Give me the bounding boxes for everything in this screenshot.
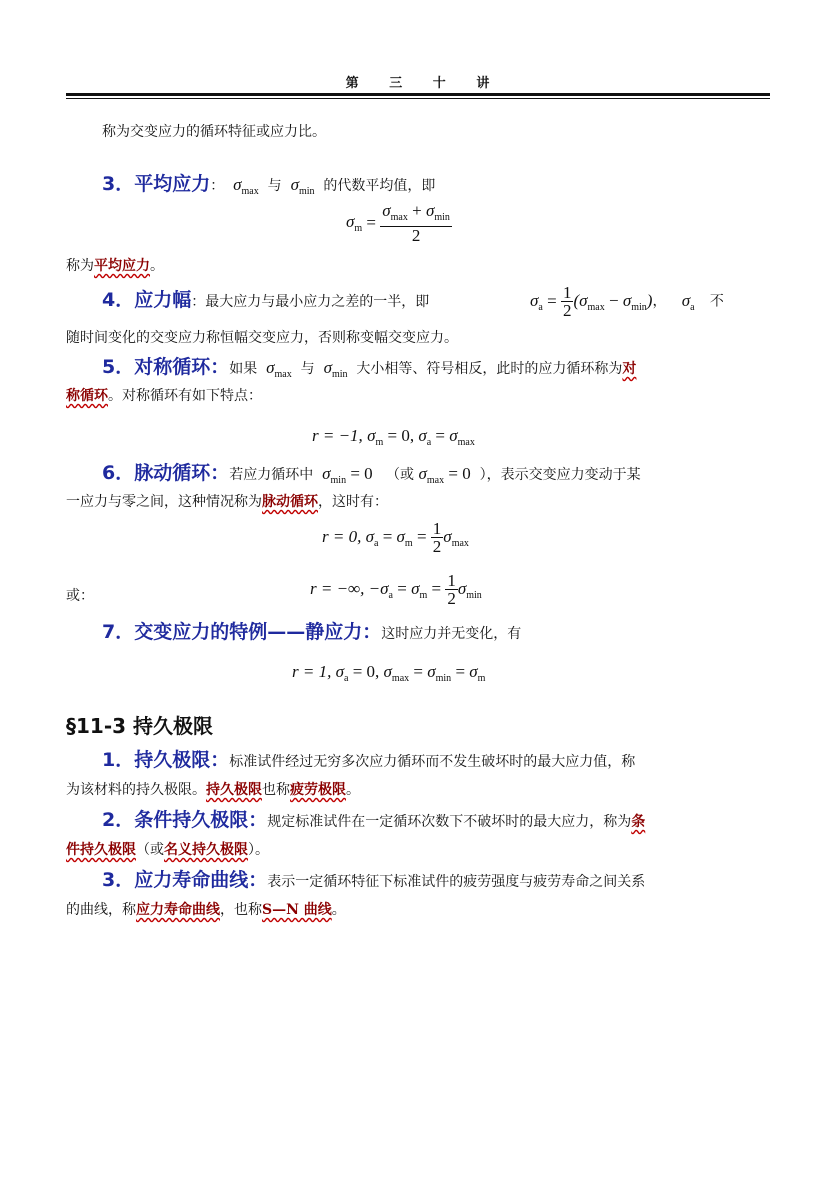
item-heading: 6．脉动循环： bbox=[102, 462, 230, 484]
intro-line: 称为交变应力的循环特征或应力比。 bbox=[102, 124, 326, 140]
item-static-stress: 7．交变应力的特例——静应力：这时应力并无变化，有 bbox=[102, 621, 522, 643]
header-char: 第 bbox=[345, 76, 359, 91]
item-endurance-limit: 1．持久极限：标准试件经过无穷多次应力循环而不发生破坏时的最大应力值，称 bbox=[102, 749, 636, 771]
text: 与 bbox=[267, 178, 282, 194]
or-label: 或： bbox=[66, 588, 94, 604]
item-symmetric-cycle: 5．对称循环：如果 $\sigma_{max}$ 与 $\sigma_{min}$ 大小相等、符号相反，此时的应力循环称为对 bbox=[102, 356, 637, 380]
mean-stress-definition: 称为平均应力。 bbox=[66, 258, 164, 274]
pulsating-continuation: 一应力与零之间，这种情况称为脉动循环，这时有： bbox=[66, 494, 388, 510]
term-sn-curve: S—N 曲线 bbox=[262, 902, 332, 918]
term-symmetric-cycle: 对 bbox=[622, 361, 637, 377]
formula-static: r = 1, $\sigma_a = 0$, $\sigma_{max} = \sigma_{min} = \sigma_m$ bbox=[292, 662, 486, 684]
symmetric-cycle-continuation: 称循环。对称循环有如下特点： bbox=[66, 388, 262, 404]
header-char: 讲 bbox=[476, 76, 490, 91]
fraction: $\frac{\sigma_{max} + \sigma_{min}}{2}$ bbox=[382, 201, 450, 245]
item-heading: 5．对称循环： bbox=[102, 356, 230, 378]
item-stress-amplitude: 4．应力幅：最大应力与最小应力之差的一半，即 bbox=[102, 289, 430, 311]
sn-curve-continuation: 的曲线，称应力寿命曲线，也称S—N 曲线。 bbox=[66, 902, 346, 918]
item-heading: 7．交变应力的特例——静应力： bbox=[102, 621, 382, 643]
term-nominal-limit: 名义持久极限 bbox=[164, 842, 248, 858]
header-rule-thick bbox=[66, 93, 770, 96]
item-mean-stress bbox=[102, 174, 435, 202]
header-char: 十 bbox=[432, 76, 446, 91]
term-fatigue-limit: 疲劳极限 bbox=[290, 782, 346, 798]
endurance-continuation: 为该材料的持久极限。持久极限也称疲劳极限。 bbox=[66, 782, 360, 798]
conditional-continuation: 件持久极限（或名义持久极限）。 bbox=[66, 842, 269, 858]
amplitude-continuation: 随时间变化的交变应力称恒幅交变应力，否则称变幅交变应力。 bbox=[66, 330, 458, 346]
term-conditional-limit: 件持久极限 bbox=[66, 842, 136, 858]
sigma-min: $\sigma_{min}$ bbox=[290, 175, 315, 197]
section-title: §11-3 持久极限 bbox=[66, 714, 214, 738]
formula-pulsating-1: r = 0, $\sigma_a = \sigma_m$ = $\frac{1}{2}$ $\sigma_{max}$ bbox=[322, 519, 469, 556]
formula-pulsating-2: r = −∞, $-\sigma_a = \sigma_m$ = $\frac{1}{2}$ $\sigma_{min}$ bbox=[310, 571, 482, 608]
formula-amplitude: $\sigma_a$ = $\frac{1}{2}$ $(\sigma_{max} - \sigma_{min})$， $\sigma_a$ 不 bbox=[530, 283, 724, 320]
item-heading: 2．条件持久极限： bbox=[102, 809, 268, 831]
item-heading: 3．应力寿命曲线： bbox=[102, 869, 268, 891]
term-symmetric-cycle: 称循环 bbox=[66, 388, 108, 404]
text: 的代数平均值，即 bbox=[323, 178, 436, 194]
sigma-max: $\sigma_{max}$ bbox=[233, 175, 259, 197]
header-rule-thin bbox=[66, 98, 770, 99]
item-pulsating-cycle: 6．脉动循环：若应力循环中 $\sigma_{min} = 0$ （或 $\sigma_{max} = 0$ ），表示交变应力变动于某 bbox=[102, 462, 641, 486]
term-stress-life-curve: 应力寿命曲线 bbox=[136, 902, 220, 918]
formula-mean-stress: $\sigma_m$ = $\frac{\sigma_{max} + \sigma_{min}}{2}$ bbox=[346, 201, 450, 245]
term-mean-stress: 平均应力 bbox=[94, 258, 150, 274]
term-conditional-limit: 条 bbox=[631, 814, 646, 830]
item-heading: 3．平均应力 bbox=[102, 173, 211, 195]
page-header bbox=[0, 72, 835, 91]
header-char: 三 bbox=[389, 76, 403, 91]
item-sn-curve: 3．应力寿命曲线：表示一定循环特征下标准试件的疲劳强度与疲劳寿命之间关系 bbox=[102, 869, 646, 891]
term-endurance-limit: 持久极限 bbox=[206, 782, 262, 798]
term-pulsating-cycle: 脉动循环 bbox=[262, 494, 318, 510]
formula-symmetric: r = −1, $\sigma_m = 0$, $\sigma_a = \sigma_{max}$ bbox=[312, 426, 475, 448]
item-heading: 1．持久极限： bbox=[102, 749, 230, 771]
item-conditional-limit: 2．条件持久极限：规定标准试件在一定循环次数下不破坏时的最大应力，称为条 bbox=[102, 809, 646, 831]
item-heading: 4．应力幅 bbox=[102, 289, 192, 311]
colon: ： bbox=[210, 178, 225, 194]
